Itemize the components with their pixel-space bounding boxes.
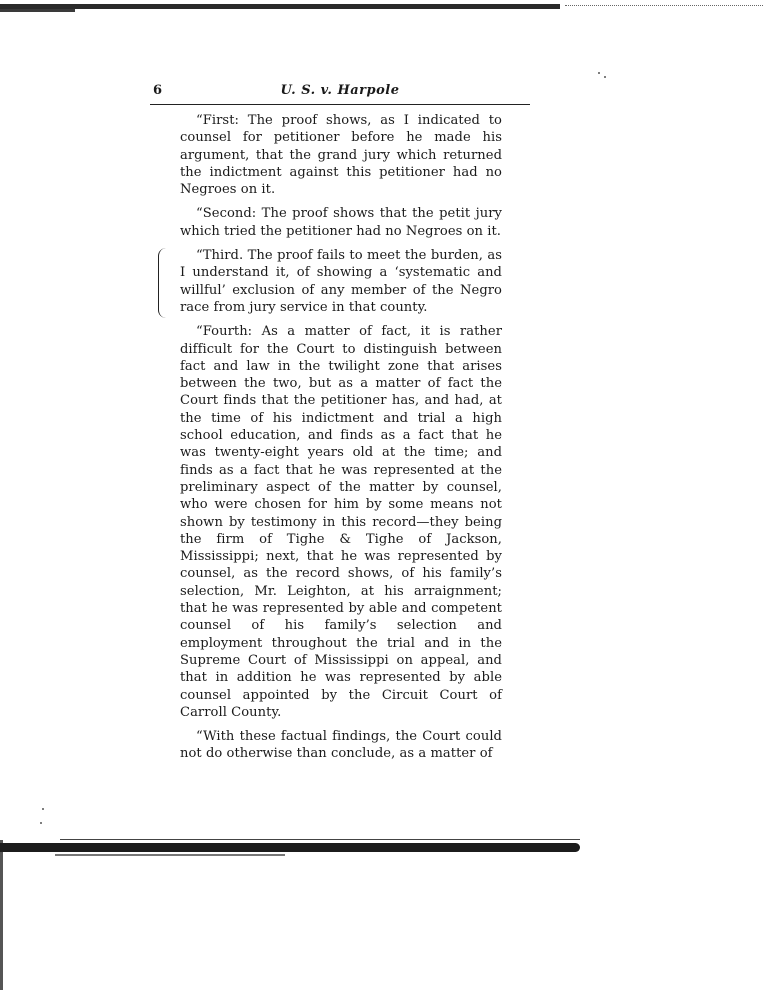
scan-speck xyxy=(604,76,606,78)
scan-left-edge xyxy=(0,840,3,990)
scan-top-dotted-line xyxy=(565,5,763,7)
scan-top-edge xyxy=(0,0,763,12)
document-page xyxy=(150,80,530,770)
paragraph-second: “Second: The proof shows that the petit jury which tried the petitioner had no Negroes on it. xyxy=(180,206,502,239)
paragraph-third: “Third. The proof fails to meet the burden, as I understand it, of showing a ‘systematic and willful’ exclusion of any member of the Negro race from jury service in that county. xyxy=(180,248,502,315)
paragraph-conclusion: “With these factual findings, the Court could not do otherwise than conclude, as a matter of xyxy=(180,729,502,762)
running-title: U. S. v. Harpole xyxy=(280,83,400,98)
scan-bottom-thin-line xyxy=(60,839,580,840)
page-number: 6 xyxy=(153,83,163,98)
margin-bracket-mark xyxy=(158,248,167,318)
scan-bottom-rule xyxy=(0,835,580,861)
scan-speck xyxy=(598,72,600,74)
scan-speck xyxy=(42,808,44,810)
paragraph-first: “First: The proof shows, as I indicated to counsel for petitioner before he made his argument, that the grand jury which returned the indictment against this petitioner had no Negroes on it. xyxy=(180,113,502,198)
scan-top-bar xyxy=(0,4,560,9)
body-text xyxy=(150,105,530,763)
scan-top-bar-fragment xyxy=(0,9,75,12)
scan-bottom-under-line xyxy=(55,854,285,856)
scan-speck xyxy=(40,822,42,824)
running-head xyxy=(150,80,530,105)
scan-bottom-thick-bar xyxy=(0,843,580,852)
paragraph-fourth: “Fourth: As a matter of fact, it is rather difficult for the Court to distinguish between fact and law in the twilight zone that arises between the two, but as a matter of fact the Court finds that the petitioner has, and had, at the time of his indictment and trial a high school education, and finds as a fact that he was twenty-eight years old at the time; and finds as a fact that he was represented at the preliminary aspect of the matter by counsel, who were chosen for him by some means not shown by testimony in this record—they being the firm of Tighe & Tighe of Jackson, Mississippi; next, that he was represented by counsel, as the record shows, of his family’s selection, Mr. Leighton, at his arraignment; that he was represented by able and competent counsel of his family’s selection and employment throughout the trial and in the Supreme Court of Mississippi on appeal, and that in addition he was represented by able counsel appointed by the Circuit Court of Carroll County. xyxy=(180,324,502,720)
